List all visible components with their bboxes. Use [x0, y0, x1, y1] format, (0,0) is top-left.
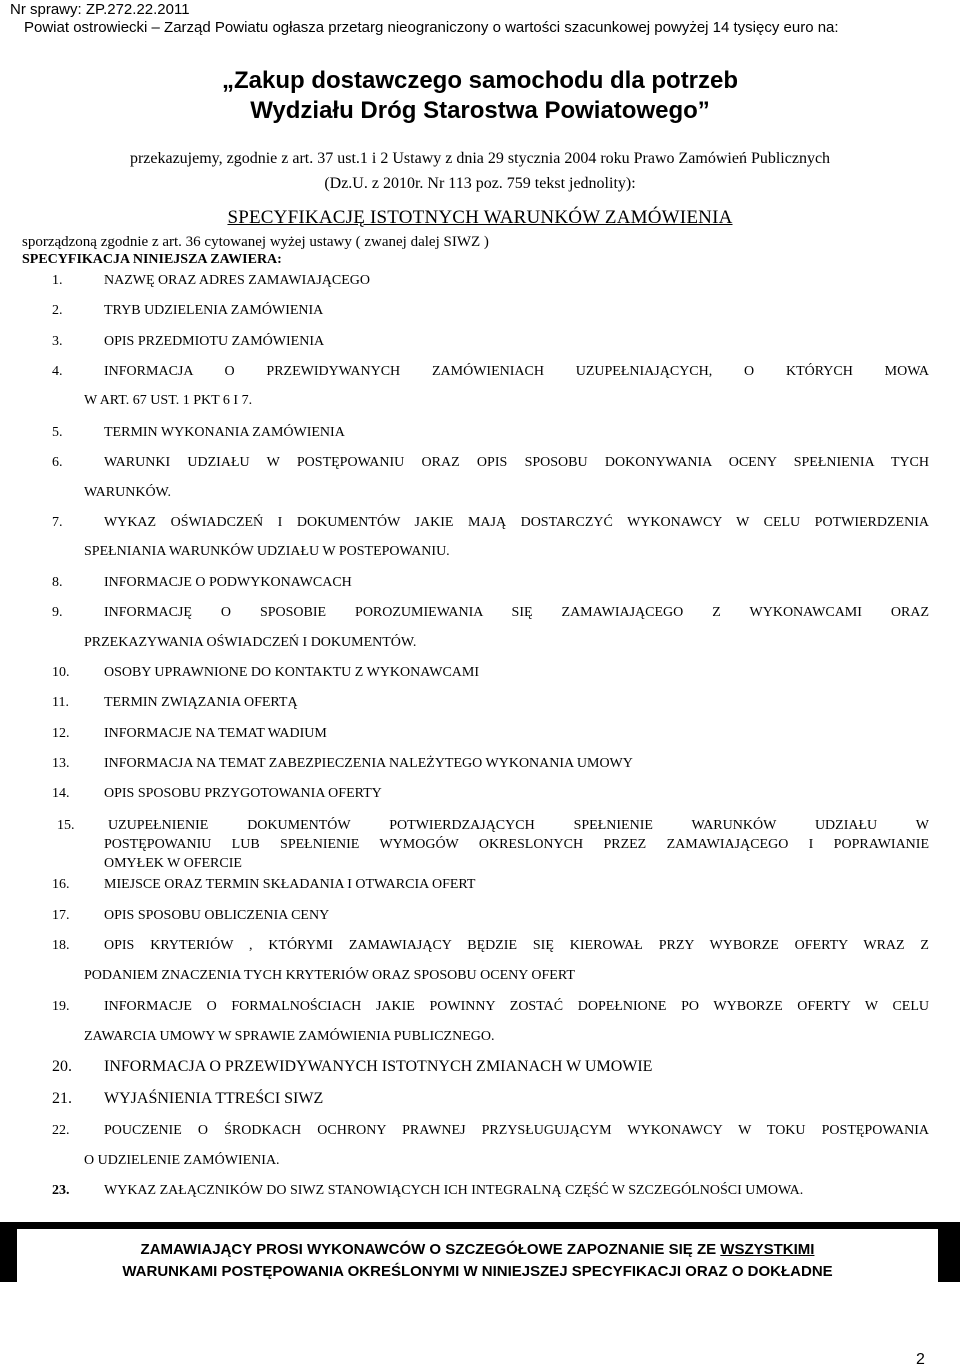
document-title-line-1: „Zakup dostawczego samochodu dla potrzeb — [221, 67, 739, 94]
notice-line-1 — [17, 1239, 938, 1261]
spec-heading: SPECYFIKACJĘ ISTOTNYCH WARUNKÓW ZAMÓWIENIA — [227, 207, 733, 228]
item-text: TERMIN ZWIĄZANIA OFERTĄ — [104, 695, 298, 710]
item-text: TRYB UDZIELENIA ZAMÓWIENIA — [104, 303, 324, 318]
case-number: Nr sprawy: ZP.272.22.2011 — [10, 1, 190, 18]
drawn-up-note: sporządzoną zgodnie z art. 36 cytowanej wyżej ustawy ( zwanej dalej SIWZ ) — [22, 234, 489, 250]
item-text-continued: PODANIEM ZNACZENIA TYCH KRYTERIÓW ORAZ SPOSOBU OCENY OFERT — [84, 968, 575, 983]
item-text: INFORMACJA NA TEMAT ZABEZPIECZENIA NALEŻYTEGO WYKONANIA UMOWY — [104, 756, 633, 771]
item-number: 7. — [52, 515, 63, 530]
item-text-continued: PRZEKAZYWANIA OŚWIADCZEŃ I DOKUMENTÓW. — [84, 635, 417, 650]
item-number: 8. — [52, 575, 63, 590]
notice-line-1-start: ZAMAWIAJĄCY PROSI WYKONAWCÓW O SZCZEGÓŁOWE ZAPOZNANIE SIĘ ZE — [140, 1241, 721, 1258]
item-text: UZUPEŁNIENIE DOKUMENTÓW POTWIERDZAJĄCYCH SPEŁNIENIE WARUNKÓW UDZIAŁU W — [108, 818, 929, 833]
notice-frame — [0, 1222, 960, 1282]
item-number: 4. — [52, 364, 63, 379]
item-text: OSOBY UPRAWNIONE DO KONTAKTU Z WYKONAWCAMI — [104, 665, 479, 680]
item-number: 17. — [52, 908, 70, 923]
item-number: 3. — [52, 334, 63, 349]
item-text: INFORMACJE NA TEMAT WADIUM — [104, 726, 327, 741]
item-number: 16. — [52, 877, 70, 892]
item-text: OPIS KRYTERIÓW , KTÓRYMI ZAMAWIAJĄCY BĘDZIE SIĘ KIEROWAŁ PRZY WYBORZE OFERTY WRAZ Z — [104, 938, 929, 953]
item-text: POUCZENIE O ŚRODKACH OCHRONY PRAWNEJ PRZYSŁUGUJĄCYM WYKONAWCY W TOKU POSTĘPOWANIA — [104, 1123, 929, 1138]
item-text: OPIS SPOSOBU PRZYGOTOWANIA OFERTY — [104, 786, 382, 801]
item-text: INFORMACJA O PRZEWIDYWANYCH ISTOTNYCH ZMIANACH W UMOWIE — [104, 1058, 653, 1075]
item-number: 15. — [57, 818, 75, 833]
notice-line-2: WARUNKAMI POSTĘPOWANIA OKREŚLONYMI W NINIEJSZEJ SPECYFIKACJI ORAZ O DOKŁADNE — [122, 1263, 833, 1280]
item-text-continued: WARUNKÓW. — [84, 485, 171, 500]
item-text: INFORMACJE O FORMALNOŚCIACH JAKIE POWINNY ZOSTAĆ DOPEŁNIONE PO WYBORZE OFERTY W CELU — [104, 999, 929, 1014]
item-text: INFORMACJE O PODWYKONAWCACH — [104, 575, 352, 590]
item-number: 20. — [52, 1058, 72, 1075]
item-number: 18. — [52, 938, 70, 953]
item-text: INFORMACJĘ O SPOSOBIE POROZUMIEWANIA SIĘ ZAMAWIAJĄCEGO Z WYKONAWCAMI ORAZ — [104, 605, 929, 620]
document-title — [0, 66, 960, 126]
legal-basis — [40, 146, 920, 196]
item-number: 21. — [52, 1090, 72, 1107]
item-number: 1. — [52, 273, 63, 288]
item-number: 5. — [52, 425, 63, 440]
item-text: MIEJSCE ORAZ TERMIN SKŁADANIA I OTWARCIA OFERT — [104, 877, 476, 892]
notice-line-1-emphasis: WSZYSTKIMI — [720, 1241, 815, 1258]
item-text-continued: SPEŁNIANIA WARUNKÓW UDZIAŁU W POSTEPOWANIU. — [84, 544, 450, 559]
item-number: 22. — [52, 1123, 70, 1138]
item-text: WYKAZ ZAŁĄCZNIKÓW DO SIWZ STANOWIĄCYCH ICH INTEGRALNĄ CZĘŚĆ W SZCZEGÓLNOŚCI UMOWA. — [104, 1183, 804, 1198]
item-number: 13. — [52, 756, 70, 771]
page-number: 2 — [916, 1351, 925, 1368]
item-number: 23. — [52, 1183, 70, 1198]
item-number: 12. — [52, 726, 70, 741]
tender-intro: Powiat ostrowiecki – Zarząd Powiatu ogłasza przetarg nieograniczony o wartości szacunkowej powyżej 14 tysięcy euro na: — [24, 19, 839, 36]
legal-basis-line-1: przekazujemy, zgodnie z art. 37 ust.1 i 2 Ustawy z dnia 29 stycznia 2004 roku Prawo Zamówień Publicznych — [129, 150, 831, 167]
item-text: WYKAZ OŚWIADCZEŃ I DOKUMENTÓW JAKIE MAJĄ DOSTARCZYĆ WYKONAWCY W CELU POTWIERDZENIA — [104, 515, 929, 530]
item-number: 9. — [52, 605, 63, 620]
item-text: WARUNKI UDZIAŁU W POSTĘPOWANIU ORAZ OPIS SPOSOBU DOKONYWANIA OCENY SPEŁNIENIA TYCH — [104, 455, 929, 470]
item-number: 2. — [52, 303, 63, 318]
item-text: OPIS PRZEDMIOTU ZAMÓWIENIA — [104, 334, 325, 349]
notice-box — [14, 1229, 941, 1282]
item-text: WYJAŚNIENIA TTREŚCI SIWZ — [104, 1090, 324, 1107]
item-text-continued: O UDZIELENIE ZAMÓWIENIA. — [84, 1153, 280, 1168]
item-text-continued: POSTĘPOWANIU LUB SPEŁNIENIE WYMOGÓW OKRESLONYCH PRZEZ ZAMAWIAJĄCEGO I POPRAWIANIE — [104, 837, 929, 852]
item-number: 14. — [52, 786, 70, 801]
contents-heading: SPECYFIKACJA NINIEJSZA ZAWIERA: — [22, 252, 282, 267]
item-number: 6. — [52, 455, 63, 470]
item-text: INFORMACJA O PRZEWIDYWANYCH ZAMÓWIENIACH UZUPEŁNIAJĄCYCH, O KTÓRYCH MOWA — [104, 364, 929, 379]
item-text: OPIS SPOSOBU OBLICZENIA CENY — [104, 908, 330, 923]
item-number: 10. — [52, 665, 70, 680]
document-title-line-2: Wydziału Dróg Starostwa Powiatowego” — [250, 97, 710, 124]
item-text-continued: ZAWARCIA UMOWY W SPRAWIE ZAMÓWIENIA PUBLICZNEGO. — [84, 1029, 495, 1044]
item-text: NAZWĘ ORAZ ADRES ZAMAWIAJĄCEGO — [104, 273, 371, 288]
notice-text — [17, 1239, 938, 1283]
item-text: TERMIN WYKONANIA ZAMÓWIENIA — [104, 425, 345, 440]
item-number: 11. — [52, 695, 69, 710]
item-text-continued: OMYŁEK W OFERCIE — [104, 856, 242, 871]
legal-basis-line-2: (Dz.U. z 2010r. Nr 113 poz. 759 tekst jednolity): — [324, 175, 636, 192]
item-number: 19. — [52, 999, 70, 1014]
item-text-continued: W ART. 67 UST. 1 PKT 6 I 7. — [84, 393, 253, 408]
